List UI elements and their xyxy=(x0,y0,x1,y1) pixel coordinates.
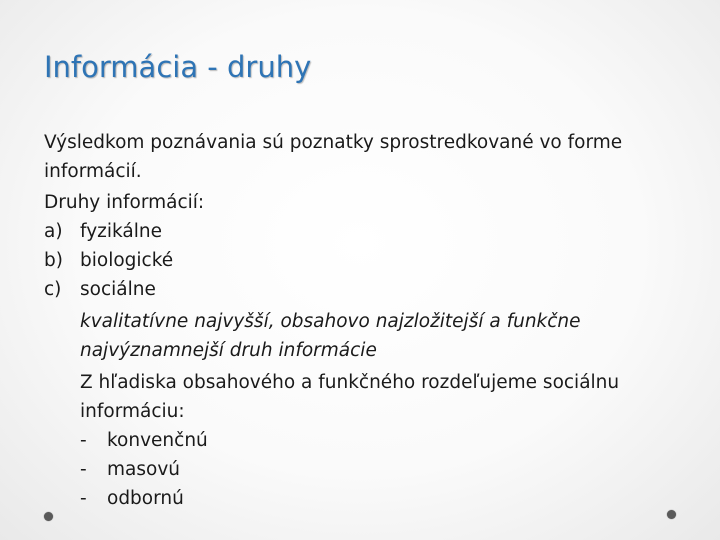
dash-marker: - xyxy=(80,488,87,509)
social-description-line-1: kvalitatívne najvyšší, obsahovo najzložitejší a funkčne xyxy=(80,311,581,332)
list-item xyxy=(80,455,684,484)
list-item-label: sociálne xyxy=(80,279,156,300)
list-item xyxy=(80,484,684,513)
social-info-section xyxy=(80,307,684,513)
intro-paragraph xyxy=(44,128,684,186)
list-item xyxy=(44,275,684,304)
division-line-2: informáciu: xyxy=(80,401,185,422)
social-description xyxy=(80,307,684,365)
division-text xyxy=(80,368,684,426)
slide-title: Informácia - druhy xyxy=(44,50,312,84)
list-item-label: fyzikálne xyxy=(80,221,162,242)
intro-line-2: informácií. xyxy=(44,161,142,182)
types-heading: Druhy informácií: xyxy=(44,192,205,213)
list-item-label: masovú xyxy=(107,459,180,480)
slide-content xyxy=(44,128,684,513)
list-item xyxy=(80,426,684,455)
types-list xyxy=(44,217,684,304)
list-item-label: biologické xyxy=(80,250,174,271)
corner-dot-right-icon xyxy=(667,510,676,519)
list-marker: b) xyxy=(44,250,63,271)
dash-marker: - xyxy=(80,459,87,480)
social-description-line-2: najvýznamnejší druh informácie xyxy=(80,340,377,361)
list-marker: c) xyxy=(44,279,62,300)
list-marker: a) xyxy=(44,221,63,242)
dash-marker: - xyxy=(80,430,87,451)
corner-dot-left-icon xyxy=(44,512,53,521)
intro-line-1: Výsledkom poznávania sú poznatky sprostredkované vo forme xyxy=(44,132,623,153)
division-line-1: Z hľadiska obsahového a funkčného rozdeľujeme sociálnu xyxy=(80,372,620,393)
social-kinds-list xyxy=(80,426,684,513)
list-item-label: odbornú xyxy=(107,488,184,509)
list-item-label: konvenčnú xyxy=(107,430,208,451)
list-item xyxy=(44,217,684,246)
list-item xyxy=(44,246,684,275)
